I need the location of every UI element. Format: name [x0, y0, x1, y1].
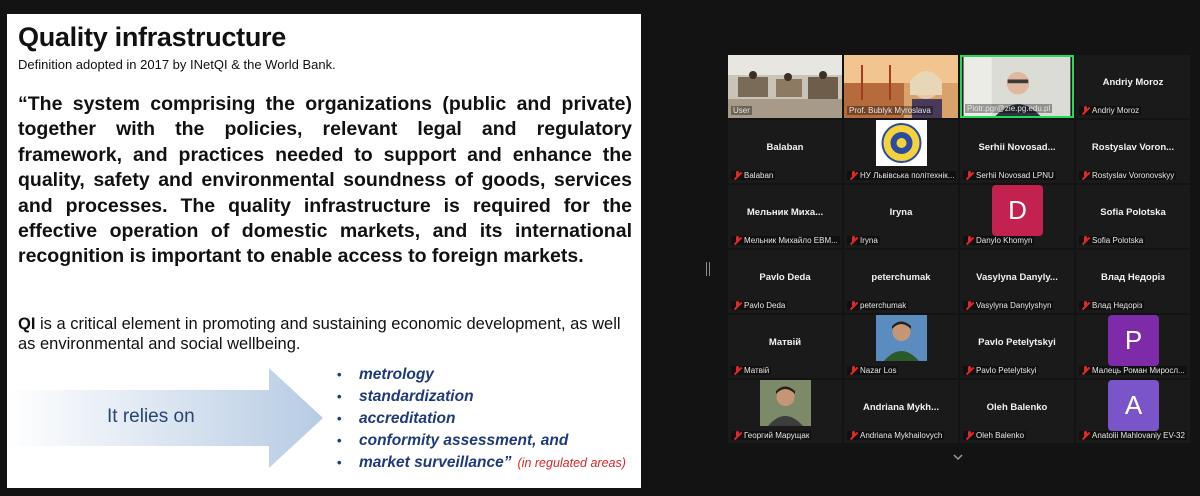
mic-muted-icon — [849, 236, 858, 244]
splitter-handle[interactable] — [706, 262, 710, 276]
participant-name: Oleh Balenko — [986, 402, 1048, 413]
participant-name: Balaban — [766, 142, 804, 153]
participant-nameplate — [1079, 236, 1145, 245]
profile-photo — [876, 315, 927, 361]
participant-nameplate — [847, 171, 956, 180]
participant-label: Piotr.pgr@zie.pg.edu.pl — [967, 104, 1051, 113]
participant-tile[interactable] — [1076, 380, 1190, 443]
participant-tile[interactable] — [1076, 315, 1190, 378]
participant-nameplate — [1079, 171, 1176, 180]
participant-label: Balaban — [744, 171, 774, 180]
participant-nameplate — [963, 431, 1026, 440]
mic-muted-icon — [965, 171, 974, 179]
mic-muted-icon — [1081, 431, 1090, 439]
participant-name: Pavlo Petelytskyi — [978, 337, 1056, 348]
participant-tile[interactable] — [960, 315, 1074, 378]
participant-label: Малець Роман Миросл... — [1092, 366, 1185, 375]
university-logo-icon — [876, 120, 927, 166]
participant-nameplate — [963, 171, 1056, 180]
participant-tile[interactable] — [844, 250, 958, 313]
participant-nameplate — [963, 366, 1038, 375]
participant-nameplate — [1079, 106, 1141, 115]
participant-tile[interactable] — [728, 250, 842, 313]
participant-name: Iryna — [889, 207, 913, 218]
mic-muted-icon — [965, 366, 974, 374]
participant-name: Pavlo Deda — [759, 272, 811, 283]
avatar: A — [1108, 380, 1159, 431]
participant-nameplate — [731, 431, 811, 440]
participant-name: Мельник Миха... — [746, 207, 824, 218]
participant-label: Danylo Khomyn — [976, 236, 1033, 245]
participant-label: Pavlo Deda — [744, 301, 786, 310]
list-item: • accreditation — [329, 408, 626, 430]
participant-label: Anatolii Mahlovaniy EV-32 — [1092, 431, 1185, 440]
slide-qi-paragraph — [18, 314, 630, 354]
participant-tile[interactable] — [728, 185, 842, 248]
chevron-down-icon[interactable] — [953, 452, 963, 462]
list-item-text: market surveillance” — [359, 454, 512, 471]
arrow-label: It relies on — [107, 406, 195, 427]
shared-screen-slide — [7, 14, 641, 488]
mic-muted-icon — [849, 431, 858, 439]
participant-label: Andriana Mykhailovych — [860, 431, 943, 440]
mic-muted-icon — [733, 431, 742, 439]
participant-name: Влад Недоріз — [1101, 272, 1165, 283]
qi-text: is a critical element in promoting and sustaining economic development, as well as environmental and social wellbeing. — [18, 315, 621, 353]
participant-name: Andriana Mykh... — [862, 402, 939, 413]
participant-name: Sofia Polotska — [1100, 207, 1166, 218]
participant-nameplate — [1079, 366, 1187, 375]
participant-name: peterchumak — [871, 272, 931, 283]
participant-label: Prof. Bublyk Myroslava — [849, 106, 931, 115]
list-item: • metrology — [329, 364, 626, 386]
participant-label: Влад Недоріз — [1092, 301, 1143, 310]
participant-tile[interactable] — [844, 315, 958, 378]
participant-nameplate — [1079, 431, 1187, 440]
participant-nameplate — [847, 431, 944, 440]
participant-tile[interactable] — [844, 55, 958, 118]
mic-muted-icon — [849, 366, 858, 374]
participant-label: Rostyslav Voronovskyy — [1092, 171, 1175, 180]
qi-bold: QI — [18, 315, 36, 333]
mic-muted-icon — [965, 236, 974, 244]
participant-tile[interactable] — [728, 380, 842, 443]
participant-tile[interactable] — [960, 250, 1074, 313]
mic-muted-icon — [1081, 301, 1090, 309]
participant-nameplate — [847, 301, 908, 310]
participant-tile[interactable] — [1076, 55, 1190, 118]
participant-tile[interactable] — [1076, 120, 1190, 183]
participant-tile[interactable] — [844, 120, 958, 183]
participant-label: Andriy Moroz — [1092, 106, 1140, 115]
regulated-note: (in regulated areas) — [517, 456, 626, 470]
mic-muted-icon — [965, 431, 974, 439]
participant-label: Георгий Марущак — [744, 431, 810, 440]
participant-tile[interactable] — [844, 380, 958, 443]
participant-name: Vasylyna Danyly... — [976, 272, 1058, 283]
participant-name: Rostyslav Voron... — [1091, 142, 1175, 153]
participant-nameplate — [847, 366, 898, 375]
participant-label: Oleh Balenko — [976, 431, 1025, 440]
slide-title: Quality infrastructure — [18, 22, 286, 52]
mic-muted-icon — [849, 301, 858, 309]
participant-label: Serhii Novosad LPNU — [976, 171, 1054, 180]
participant-nameplate — [731, 301, 787, 310]
participant-label: Vasylyna Danylyshyn — [976, 301, 1052, 310]
participant-label: User — [733, 106, 750, 115]
avatar: D — [992, 185, 1043, 236]
mic-muted-icon — [733, 171, 742, 179]
participant-nameplate — [731, 171, 775, 180]
mic-muted-icon — [965, 301, 974, 309]
mic-muted-icon — [1081, 236, 1090, 244]
mic-muted-icon — [1081, 366, 1090, 374]
participant-gallery — [728, 55, 1192, 440]
list-item: • standardization — [329, 386, 626, 408]
participant-tile[interactable] — [1076, 185, 1190, 248]
participant-nameplate — [847, 106, 933, 115]
participant-name: Матвій — [768, 337, 802, 348]
participant-tile[interactable] — [960, 185, 1074, 248]
participant-tile[interactable] — [1076, 250, 1190, 313]
participant-nameplate — [963, 301, 1053, 310]
participant-nameplate — [731, 106, 752, 115]
participant-tile[interactable] — [960, 120, 1074, 183]
mic-muted-icon — [733, 236, 742, 244]
participant-label: Мельник Михайло ЕВМ... — [744, 236, 838, 245]
participant-label: Iryna — [860, 236, 878, 245]
participant-tile[interactable] — [728, 315, 842, 378]
participant-tile[interactable] — [728, 120, 842, 183]
slide-subtitle: Definition adopted in 2017 by INetQI & the World Bank. — [18, 57, 336, 72]
participant-tile[interactable] — [844, 185, 958, 248]
relies-on-list — [329, 364, 626, 474]
participant-label: Pavlo Petelytskyi — [976, 366, 1037, 375]
participant-nameplate — [965, 104, 1052, 113]
mic-muted-icon — [733, 366, 742, 374]
mic-muted-icon — [733, 301, 742, 309]
list-item: • conformity assessment, and — [329, 430, 626, 452]
list-item — [329, 452, 626, 474]
participant-label: Матвій — [744, 366, 770, 375]
participant-tile[interactable] — [960, 380, 1074, 443]
participant-name: Serhii Novosad... — [978, 142, 1056, 153]
mic-muted-icon — [849, 171, 858, 179]
avatar: P — [1108, 315, 1159, 366]
participant-name: Andriy Moroz — [1102, 77, 1164, 88]
participant-nameplate — [731, 366, 771, 375]
participant-nameplate — [1079, 301, 1144, 310]
participant-tile[interactable] — [728, 55, 842, 118]
participant-label: Nazar Los — [860, 366, 897, 375]
participant-label: НУ Львівська політехнік... — [860, 171, 955, 180]
participant-tile[interactable] — [960, 55, 1074, 118]
profile-photo — [760, 380, 811, 426]
mic-muted-icon — [1081, 171, 1090, 179]
mic-muted-icon — [1081, 106, 1090, 114]
participant-label: peterchumak — [860, 301, 907, 310]
participant-nameplate — [847, 236, 880, 245]
slide-quote: “The system comprising the organizations (public and private) together with the policies, relevant legal and regulatory framework, and practices needed to support and enhance the quality, safety and environmental soundness of goods, services and processes. The quality infrastructure is required for the effective operation of domestic markets, and its international recognition is important to enable access to foreign markets. — [18, 93, 632, 268]
participant-nameplate — [963, 236, 1034, 245]
participant-nameplate — [731, 236, 840, 245]
participant-label: Sofia Polotska — [1092, 236, 1144, 245]
